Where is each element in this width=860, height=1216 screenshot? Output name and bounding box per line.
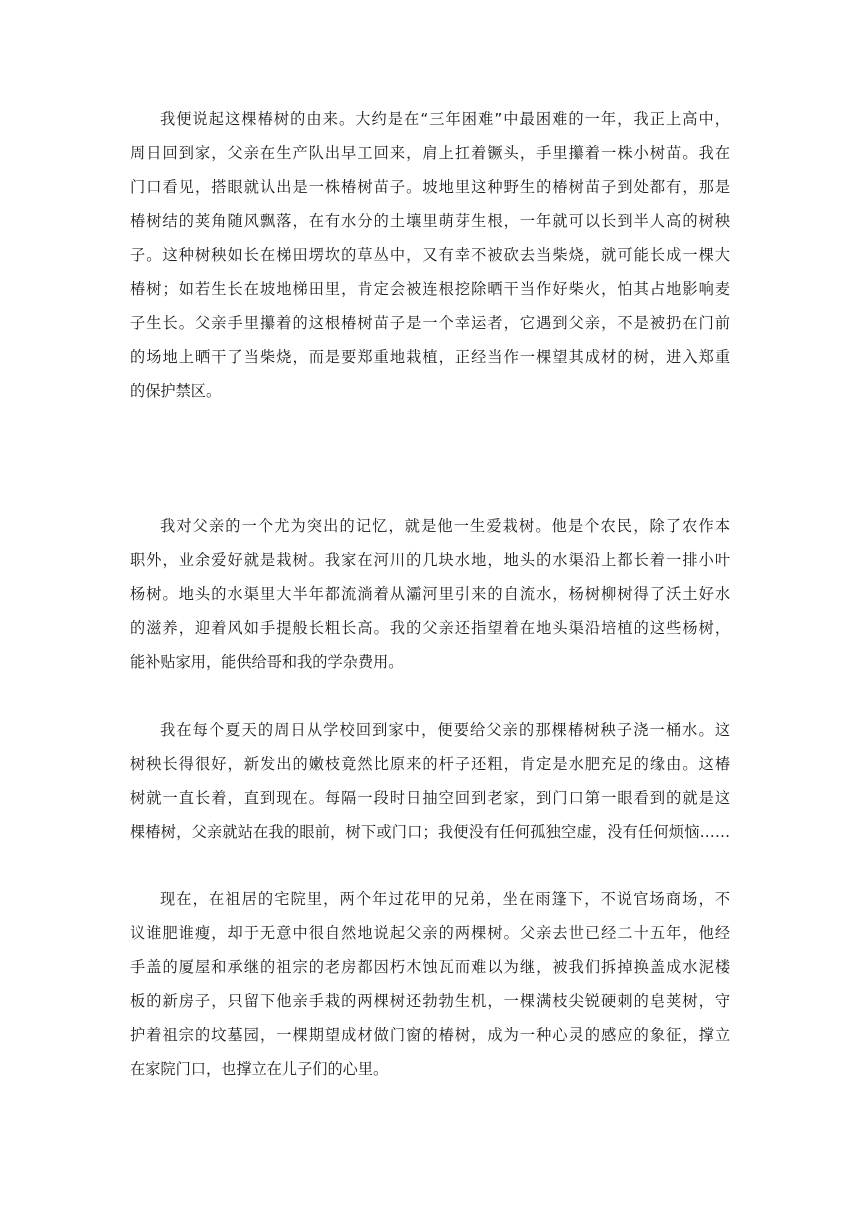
text-line: 杨树。地头的水渠里大半年都流淌着从灞河里引来的自流水，杨树柳树得了沃土好水 [130,585,730,603]
paragraph-1 [130,102,730,408]
paragraph-3 [130,713,730,849]
text-line: 护着祖宗的坟墓园，一棵期望成材做门窗的椿树，成为一种心灵的感应的象征，撑立 [130,1026,730,1044]
text-line: 职外，业余爱好就是栽树。我家在河川的几块水地，地头的水渠沿上都长着一排小叶 [130,551,730,569]
text-line: 我便说起这棵椿树的由来。大约是在“三年困难”中最困难的一年，我正上高中， [160,110,730,128]
text-line: 树就一直长着，直到现在。每隔一段时日抽空回到老家，到门口第一眼看到的就是这 [130,789,730,807]
text-line: 子。这种树秧如长在梯田塄坎的草丛中，又有幸不被砍去当柴烧，就可能长成一棵大 [130,246,730,264]
text-line: 周日回到家，父亲在生产队出早工回来，肩上扛着镢头，手里攥着一株小树苗。我在 [130,144,730,162]
text-line: 我在每个夏天的周日从学校回到家中，便要给父亲的那棵椿树秧子浇一桶水。这 [160,721,730,739]
text-line: 我对父亲的一个尤为突出的记忆，就是他一生爱栽树。他是个农民，除了农作本 [160,517,730,535]
text-line: 的保护禁区。 [130,382,222,400]
text-line: 椿树；如若生长在坡地梯田里，肯定会被连根挖除晒干当作好柴火，怕其占地影响麦 [130,280,730,298]
paragraph-2 [130,509,730,679]
text-line: 现在，在祖居的宅院里，两个年过花甲的兄弟，坐在雨篷下，不说官场商场，不 [160,890,730,908]
text-line: 门口看见，搭眼就认出是一株椿树苗子。坡地里这种野生的椿树苗子到处都有，那是 [130,178,730,196]
text-line: 在家院门口，也撑立在儿子们的心里。 [130,1060,389,1078]
text-line: 议谁肥谁瘦，却于无意中很自然地说起父亲的两棵树。父亲去世已经二十五年，他经 [130,924,730,942]
text-line: 板的新房子，只留下他亲手栽的两棵树还勃勃生机，一棵满枝尖锐硬刺的皂荚树，守 [130,992,730,1010]
text-line: 棵椿树，父亲就站在我的眼前，树下或门口；我便没有任何孤独空虚，没有任何烦恼…… [130,823,730,841]
text-line: 的滋养，迎着风如手提般长粗长高。我的父亲还指望着在地头渠沿培植的这些杨树， [130,619,730,637]
paragraph-4 [130,882,730,1086]
text-line: 能补贴家用，能供给哥和我的学杂费用。 [130,653,404,671]
text-line: 的场地上晒干了当柴烧，而是要郑重地栽植，正经当作一棵望其成材的树，进入郑重 [130,348,730,366]
text-line: 子生长。父亲手里攥着的这根椿树苗子是一个幸运者，它遇到父亲，不是被扔在门前 [130,314,730,332]
text-line: 手盖的厦屋和承继的祖宗的老房都因朽木蚀瓦而难以为继，被我们拆掉换盖成水泥楼 [130,958,730,976]
text-line: 椿树结的荚角随风飘落，在有水分的土壤里萌芽生根，一年就可以长到半人高的树秧 [130,212,730,230]
text-line: 树秧长得很好，新发出的嫩枝竟然比原来的杆子还粗，肯定是水肥充足的缘由。这椿 [130,755,730,773]
